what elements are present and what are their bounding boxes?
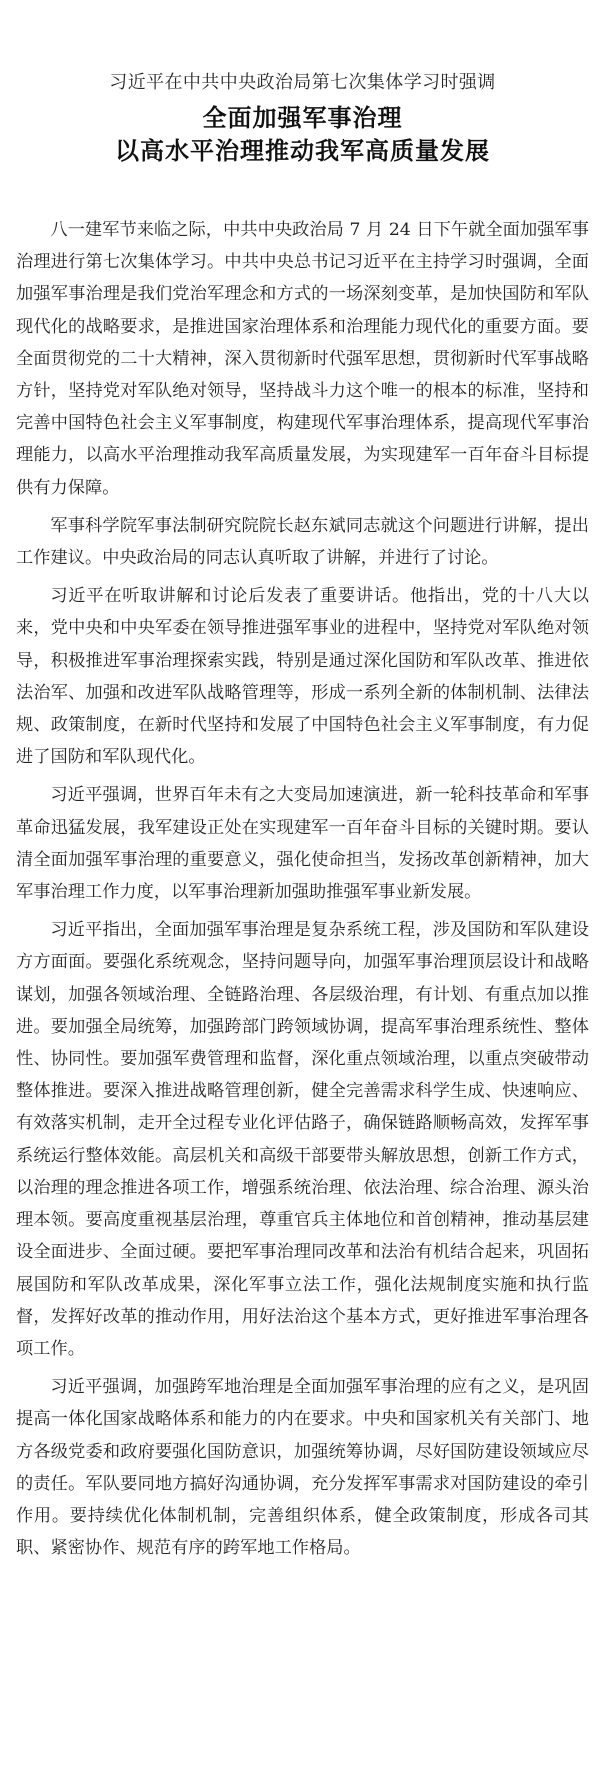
article-paragraph-1: 八一建军节来临之际，中共中央政治局 7 月 24 日下午就全面加强军事治理进行第七次集体学习。中共中央总书记习近平在主持学习时强调，全面加强军事治理是我们党治军理念和方式的一场深刻变革，是加快国防和军队现代化的战略要求，是推进国家治理体系和治理能力现代化的重要方面。要全面贯彻党的二十大精神，深入贯彻新时代强军思想，贯彻新时代军事战略方针，坚持党对军队绝对领导，坚持战斗力这个唯一的根本的标准，坚持和完善中国特色社会主义军事制度，构建现代军事治理体系，提高现代军事治理能力，以高水平治理推动我军高质量发展，为实现建军一百年奋斗目标提供有力保障。 [16, 220, 589, 498]
article-body [16, 214, 589, 1564]
article-paragraph-2: 军事科学院军事法制研究院院长赵东斌同志就这个问题进行讲解，提出工作建议。中央政治局的同志认真听取了讲解，并进行了讨论。 [16, 515, 589, 569]
article-paragraph-4: 习近平强调，世界百年未有之大变局加速演进，新一轮科技革命和军事革命迅猛发展，我军建设正处在实现建军一百年奋斗目标的关键时期。要认清全面加强军事治理的重要意义，强化使命担当，发扬改革创新精神，加大军事治理工作力度，以军事治理新加强助推强军事业新发展。 [16, 785, 589, 903]
article-headline-line-2: 以高水平治理推动我军高质量发展 [115, 137, 490, 165]
article-paragraph-5: 习近平指出，全面加强军事治理是复杂系统工程，涉及国防和军队建设方方面面。要强化系统观念，坚持问题导向，加强军事治理顶层设计和战略谋划，加强各领域治理、全链路治理、各层级治理，有计划、有重点加以推进。要加强全局统筹，加强跨部门跨领域协调，提高军事治理系统性、整体性、协同性。要加强军费管理和监督，深化重点领域治理，以重点突破带动整体推进。要深入推进战略管理创新，健全完善需求科学生成、快速响应、有效落实机制，走开全过程专业化评估路子，确保链路顺畅高效，发挥军事系统运行整体效能。高层机关和高级干部要带头解放思想，创新工作方式，以治理的理念推进各项工作，增强系统治理、依法治理、综合治理、源头治理本领。要高度重视基层治理，尊重官兵主体地位和首创精神，推动基层建设全面进步、全面过硬。要把军事治理同改革和法治有机结合起来，巩固拓展国防和军队改革成果，深化军事立法工作，强化法规制度实施和执行监督，发挥好改革的推动作用，用好法治这个基本方式，更好推进军事治理各项工作。 [16, 920, 589, 1359]
article-paragraph-3: 习近平在听取讲解和讨论后发表了重要讲话。他指出，党的十八大以来，党中央和中央军委在领导推进强军事业的进程中，坚持党对军队绝对领导，积极推进军事治理探索实践，特别是通过深化国防和军队改革、推进依法治军、加强和改进军队战略管理等，形成一系列全新的体制机制、法律法规、政策制度，在新时代坚持和发展了中国特色社会主义军事制度，有力促进了国防和军队现代化。 [16, 586, 589, 768]
article-kicker: 习近平在中共中央政治局第七次集体学习时强调 [109, 72, 496, 93]
article-title-block [16, 70, 589, 168]
article-paragraph-6: 习近平强调，加强跨军地治理是全面加强军事治理的应有之义，是巩固提高一体化国家战略体系和能力的内在要求。中央和国家机关有关部门、地方各级党委和政府要强化国防意识，加强统筹协调，尽好国防建设领域应尽的责任。军队要同地方搞好沟通协调，充分发挥军事需求对国防建设的牵引作用。要持续优化体制机制，完善组织体系，健全政策制度，形成各司其职、紧密协作、规范有序的跨军地工作格局。 [16, 1377, 589, 1559]
article-headline-line-1: 全面加强军事治理 [202, 104, 403, 132]
